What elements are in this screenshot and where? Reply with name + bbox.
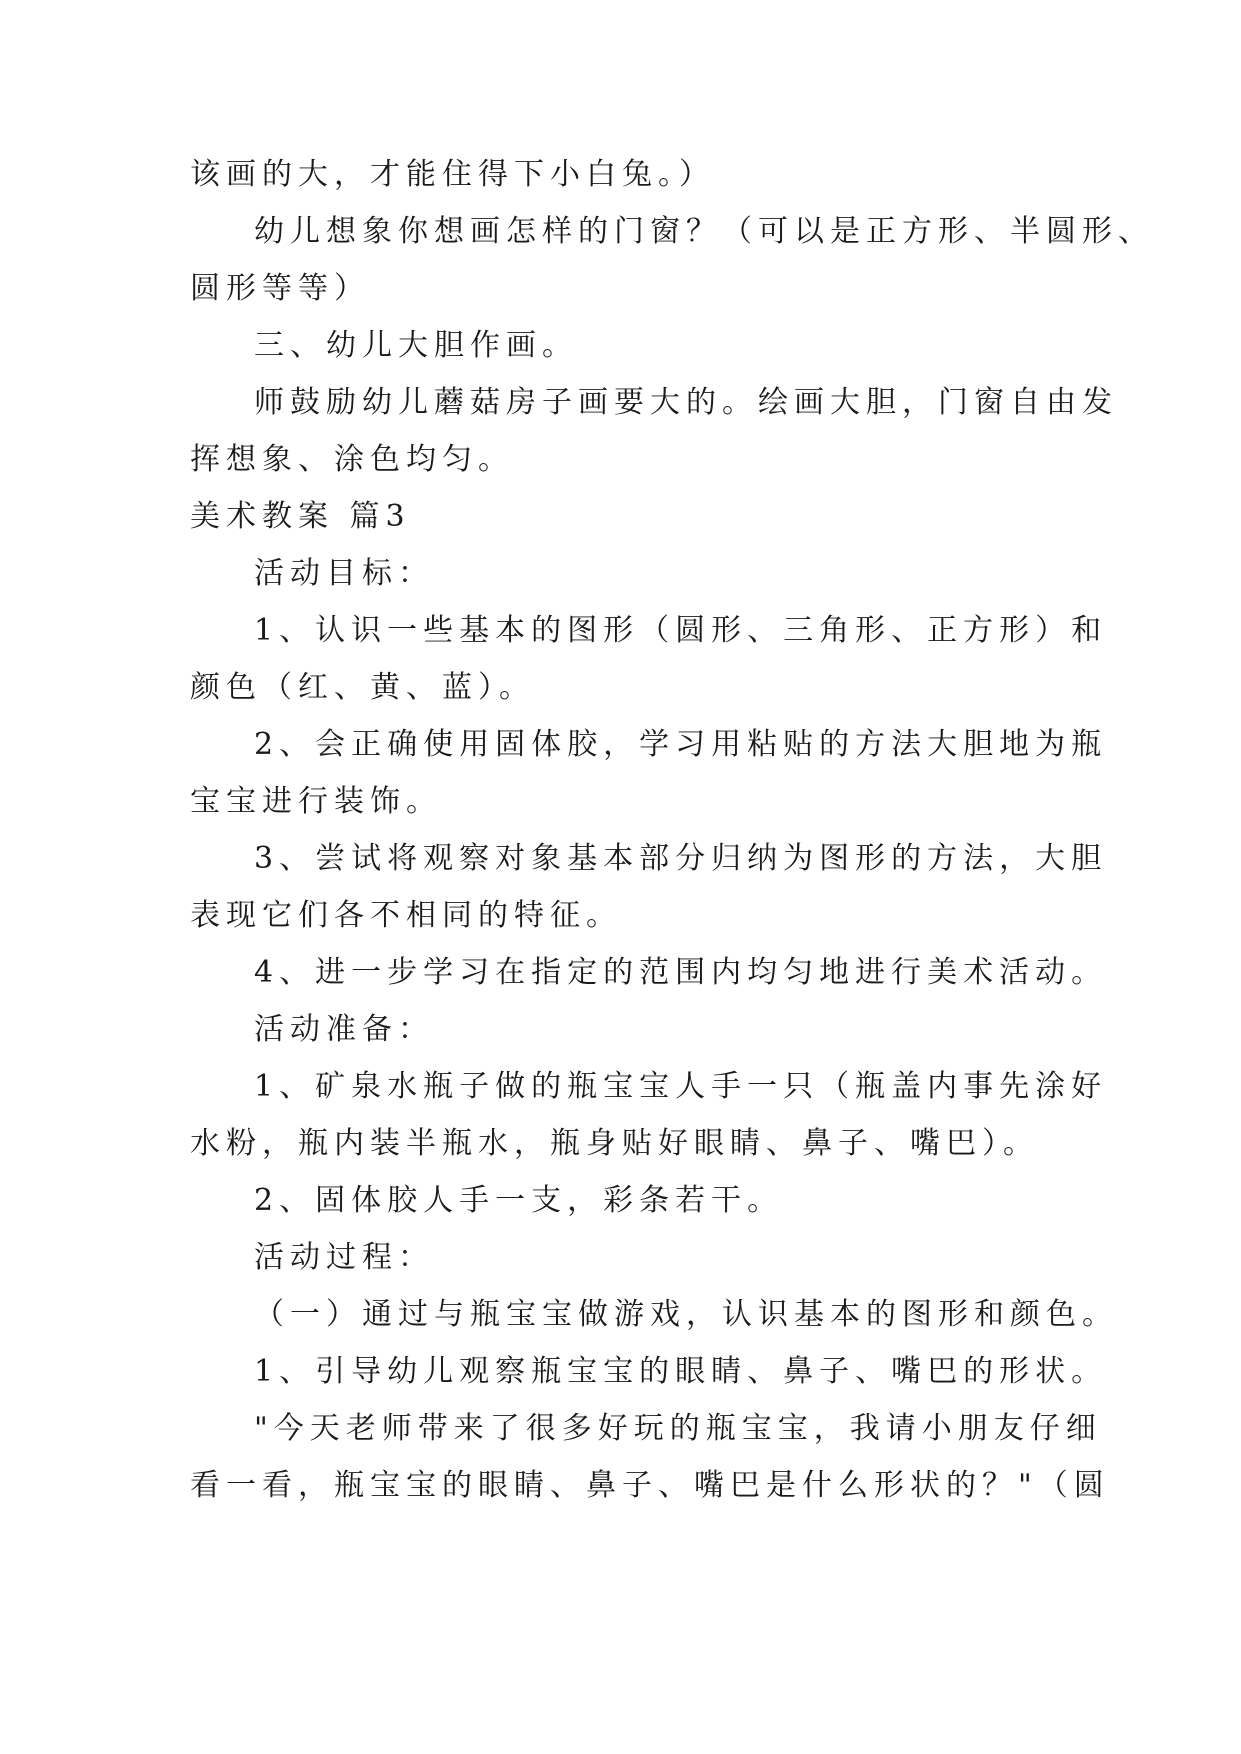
- section-heading: 美术教案 篇3: [190, 499, 411, 534]
- text-line: 颜色（红、黄、蓝）。: [190, 670, 535, 705]
- subheading: 活动过程：: [254, 1240, 434, 1275]
- text-line: 2、固体胶人手一支，彩条若干。: [254, 1183, 784, 1218]
- subheading: 活动目标：: [254, 556, 434, 591]
- text-line: 1、矿泉水瓶子做的瓶宝宝人手一只（瓶盖内事先涂好: [254, 1069, 1108, 1104]
- text-line: 三、幼儿大胆作画。: [254, 328, 578, 363]
- text-line: 1、引导幼儿观察瓶宝宝的眼睛、鼻子、嘴巴的形状。: [254, 1354, 1108, 1389]
- text-line: 表现它们各不相同的特征。: [190, 898, 622, 933]
- text-line: 圆形等等）: [190, 271, 370, 306]
- text-line: 1、认识一些基本的图形（圆形、三角形、正方形）和: [254, 613, 1108, 648]
- text-line: 宝宝进行装饰。: [190, 784, 442, 819]
- text-line: 水粉，瓶内装半瓶水，瓶身贴好眼睛、鼻子、嘴巴）。: [190, 1126, 1039, 1161]
- text-line: 2、会正确使用固体胶，学习用粘贴的方法大胆地为瓶: [254, 727, 1108, 762]
- text-line: 3、尝试将观察对象基本部分归纳为图形的方法，大胆: [254, 841, 1108, 876]
- text-line: 该画的大，才能住得下小白兔。）: [190, 157, 715, 192]
- text-line: 挥想象、涂色均匀。: [190, 442, 514, 477]
- text-line: 幼儿想象你想画怎样的门窗？（可以是正方形、半圆形、: [254, 214, 1154, 249]
- text-line: 4、进一步学习在指定的范围内均匀地进行美术活动。: [254, 955, 1108, 990]
- subheading: 活动准备：: [254, 1012, 434, 1047]
- text-line: "今天老师带来了很多好玩的瓶宝宝，我请小朋友仔细: [254, 1411, 1102, 1446]
- text-line: （一）通过与瓶宝宝做游戏，认识基本的图形和颜色。: [254, 1297, 1118, 1332]
- text-line: 师鼓励幼儿蘑菇房子画要大的。绘画大胆，门窗自由发: [254, 385, 1118, 420]
- text-line: 看一看，瓶宝宝的眼睛、鼻子、嘴巴是什么形状的？"（圆: [190, 1468, 1110, 1503]
